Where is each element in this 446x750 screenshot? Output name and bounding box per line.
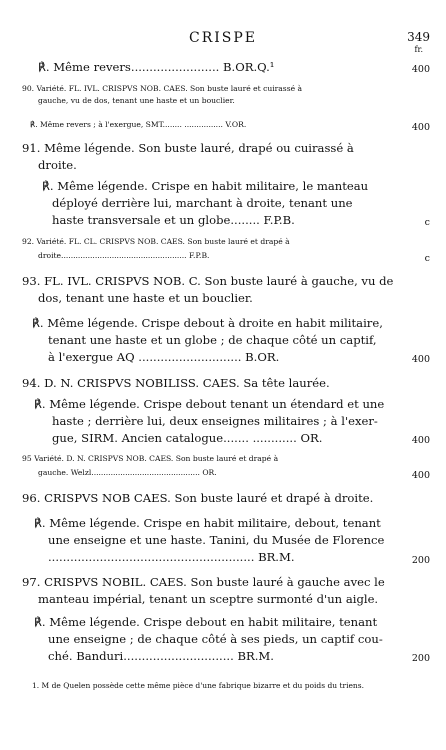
entry-95-value: 400 [411,470,430,481]
entry-93-reverse-line1: ℟. Même légende. Crispe debout à droite en habit militaire, [32,316,383,330]
entry-96-reverse-line1: ℟. Même légende. Crispe en habit militaire, debout, tenant [34,516,381,530]
entry-90-line1: 90. Variété. FL. IVL. CRISPVS NOB. CAES. Son buste lauré et cuirassé à [22,84,303,93]
footnote: 1. M de Quelen possède cette même pièce d'une fabrique bizarre et du poids du triens. [32,681,364,690]
entry-94-reverse-line1: ℟. Même légende. Crispe debout tenant un étendard et une [34,397,385,411]
entry-94-reverse-line2: haste ; derrière lui, deux enseignes militaires ; à l'exer- [52,414,378,428]
entry-95-line2: gauche. Welzl............................................. OR. [38,468,217,477]
entry-93-line1: 93. FL. IVL. CRISPVS NOB. C. Son buste lauré à gauche, vu de [22,274,394,288]
entry-94-reverse-line3: gue, SIRM. Ancien catalogue....... ............ OR. [52,431,323,445]
entry-92-value: c [424,253,430,264]
currency-label: fr. [414,45,423,54]
entry-96-line1: 96. CRISPVS NOB CAES. Son buste lauré et drapé à droite. [22,491,374,505]
page-number: 349 [407,30,430,44]
entry-97-value: 200 [411,653,430,664]
entry-93-reverse-line2: tenant une haste et un globe ; de chaque côté un captif, [48,333,377,347]
entry-97-reverse-line3: ché. Banduri.............................. BR.M. [48,649,274,663]
entry-96-reverse-line3: ........................................................ BR.M. [48,550,295,564]
entry-95-line1: 95 Variété. D. N. CRISPVS NOB. CAES. Son buste lauré et drapé à [22,454,279,463]
entry-94-line1: 94. D. N. CRISPVS NOBILISS. CAES. Sa tête laurée. [22,376,330,390]
entry-93-line2: dos, tenant une haste et un bouclier. [38,291,253,305]
entry-92-line1: 92. Variété. FL. CL. CRISPVS NOB. CAES. Son buste lauré et drapé à [22,237,290,246]
entry-reverse-text: ℟. Même revers........................ B.OR.Q.¹ [38,60,275,74]
entry-value: 400 [411,64,430,75]
page-title: CRISPE [188,30,257,46]
entry-97-line1: 97. CRISPVS NOBIL. CAES. Son buste lauré à gauche avec le [22,575,385,589]
entry-90-line2: gauche, vu de dos, tenant une haste et un bouclier. [38,96,235,105]
entry-91-line2: droite. [38,158,77,172]
entry-94-value: 400 [411,435,430,446]
entry-96-reverse-line2: une enseigne et une haste. Tanini, du Musée de Florence [48,533,385,547]
entry-91-line1: 91. Même légende. Son buste lauré, drapé ou cuirassé à [22,141,354,155]
entry-96-value: 200 [411,555,430,566]
entry-97-reverse-line1: ℟. Même légende. Crispe debout en habit militaire, tenant [34,615,378,629]
entry-91-value: c [424,217,430,228]
entry-97-reverse-line2: une enseigne ; de chaque côté à ses pieds, un captif cou- [48,632,383,646]
entry-93-value: 400 [411,354,430,365]
entry-93-reverse-line3: à l'exergue AQ ............................ B.OR. [48,350,280,364]
entry-91-reverse-line2: déployé derrière lui, marchant à droite, tenant une [52,196,353,210]
entry-90-reverse: ℟. Même revers ; à l'exergue, SMT........ ................ V.OR. [30,120,247,129]
entry-92-line2: droite.................................................... F.P.B. [38,251,210,260]
entry-90-value: 400 [411,122,430,133]
entry-91-reverse-line1: ℟. Même légende. Crispe en habit militaire, le manteau [42,179,369,193]
entry-91-reverse-line3: haste transversale et un globe........ F.P.B. [52,213,295,227]
entry-97-line2: manteau impérial, tenant un sceptre surmonté d'un aigle. [38,592,379,606]
